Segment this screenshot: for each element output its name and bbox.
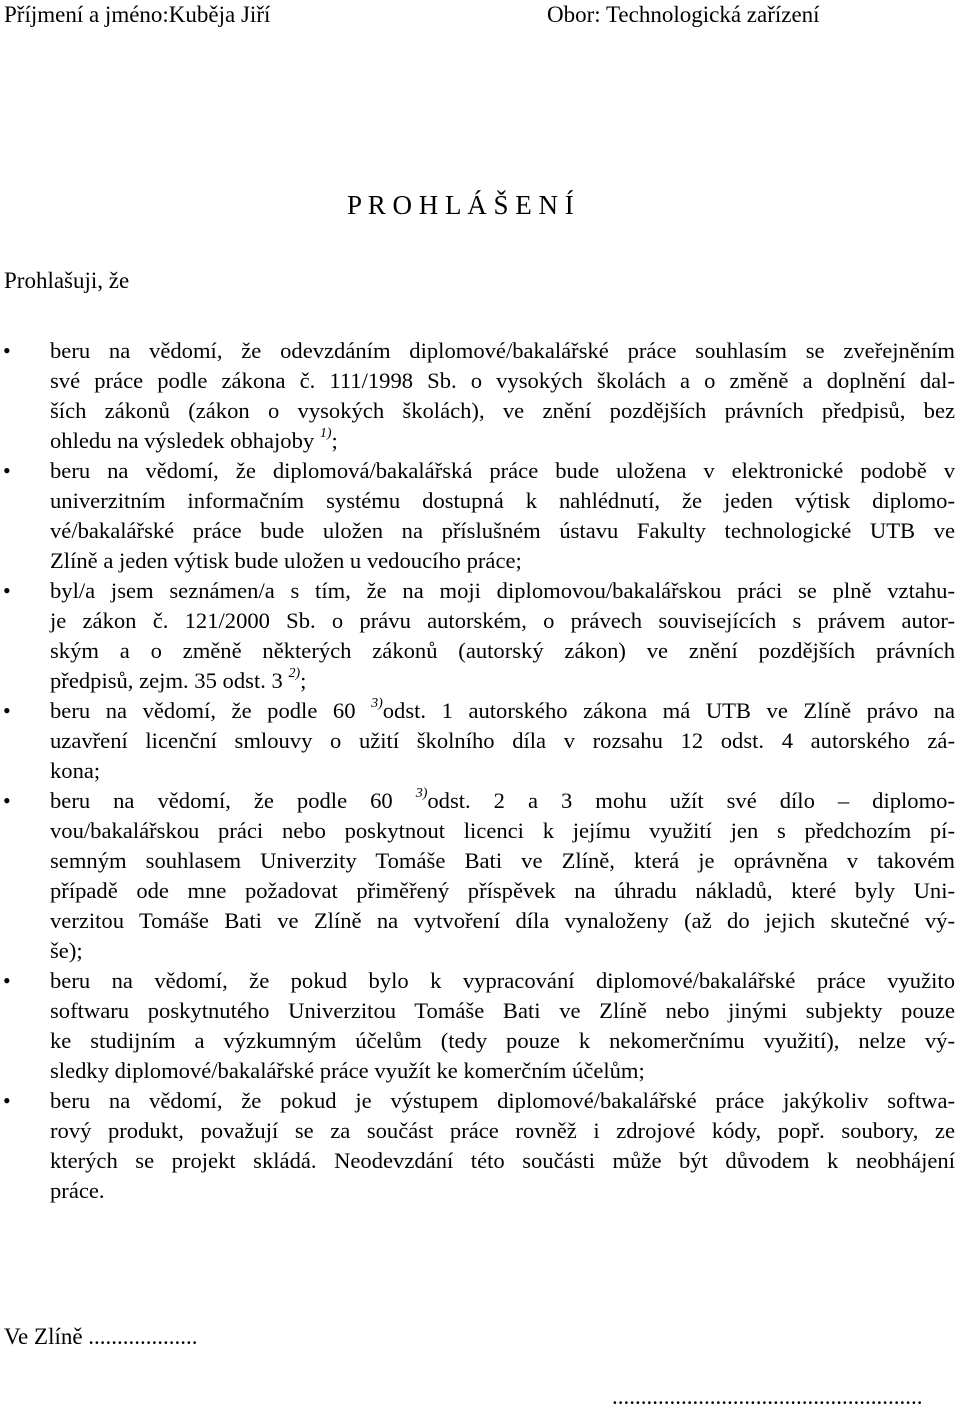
- text-line: byl/a jsem seznámen/a s tím, že na moji diplomovou/bakalářskou práci se plně vztahu-: [50, 578, 955, 603]
- text-segment: předpisů, zejm. 35 odst. 3: [50, 668, 283, 693]
- text-line: še);: [50, 938, 83, 963]
- footnote-ref: 3): [415, 786, 428, 802]
- author-name-header: Příjmení a jméno:Kuběja Jiří: [4, 2, 271, 27]
- text-line: ších zákonů (zákon o vysokých školách), ve znění pozdějších právních předpisů, bez: [50, 398, 955, 423]
- text-line: sledky diplomové/bakalářské práce využít ke komerčním účelům;: [50, 1058, 645, 1083]
- text-segment: ;: [300, 668, 307, 693]
- text-line: beru na vědomí, že pokud je výstupem diplomové/bakalářské práce jakýkoliv softwa-: [50, 1088, 955, 1113]
- bullet-icon: •: [3, 338, 11, 363]
- text-line: kterých se projekt skládá. Neodevzdání této součásti může být důvodem k neobhájení: [50, 1148, 955, 1173]
- list-item: [0, 786, 960, 966]
- list-item: [0, 456, 960, 576]
- declaration-list: [0, 336, 960, 1206]
- text-line: beru na vědomí, že diplomová/bakalářská práce bude uložena v elektronické podobě v: [50, 458, 955, 483]
- text-line: [50, 666, 955, 696]
- text-line: je zákon č. 121/2000 Sb. o právu autorském, o právech souvisejících s právem autor-: [50, 608, 955, 633]
- list-item: [0, 576, 960, 696]
- text-line: kona;: [50, 758, 101, 783]
- text-segment: ;: [331, 428, 338, 453]
- text-line: práce.: [50, 1178, 105, 1203]
- bullet-icon: •: [3, 1088, 11, 1113]
- text-line: rový produkt, považují se za součást práce rovněž i zdrojové kódy, popř. soubory, ze: [50, 1118, 955, 1143]
- text-line: vé/bakalářské práce bude uložen na příslušném ústavu Fakulty technologické UTB ve: [50, 518, 955, 543]
- footnote-ref: 2): [288, 666, 301, 682]
- list-item: [0, 696, 960, 786]
- place-and-date: Ve Zlíně ...................: [4, 1324, 198, 1349]
- list-item: [0, 1086, 960, 1206]
- text-segment: beru na vědomí, že podle 60: [50, 698, 356, 723]
- text-line: případě ode mne požadovat přiměřený příspěvek na úhradu nákladů, které byly Uni-: [50, 878, 955, 903]
- text-line: beru na vědomí, že odevzdáním diplomové/bakalářské práce souhlasím se zveřejněním: [50, 338, 955, 363]
- bullet-icon: •: [3, 458, 11, 483]
- text-line: [50, 696, 955, 726]
- bullet-icon: •: [3, 578, 11, 603]
- text-segment: beru na vědomí, že podle 60: [50, 788, 393, 813]
- text-line: uzavření licenční smlouvy o užití školního díla v rozsahu 12 odst. 4 autorského zá-: [50, 728, 955, 753]
- bullet-icon: •: [3, 698, 11, 723]
- list-item: [0, 336, 960, 456]
- text-line: své práce podle zákona č. 111/1998 Sb. o vysokých školách a o změně a doplnění dal-: [50, 368, 955, 393]
- text-line: verzitou Tomáše Bati ve Zlíně na vytvoření díla vynaloženy (až do jejich skutečné vý-: [50, 908, 955, 933]
- field-of-study-header: Obor: Technologická zařízení: [547, 2, 820, 27]
- text-line: Zlíně a jeden výtisk bude uložen u vedoucího práce;: [50, 548, 522, 573]
- intro-text: Prohlašuji, že: [4, 268, 130, 293]
- bullet-icon: •: [3, 968, 11, 993]
- text-segment: odst. 1 autorského zákona má UTB ve Zlíně právo na: [382, 698, 955, 723]
- text-line: beru na vědomí, že pokud bylo k vypracování diplomové/bakalářské práce využito: [50, 968, 955, 993]
- text-line: softwaru poskytnutého Univerzitou Tomáše Bati ve Zlíně nebo jinými subjekty pouze: [50, 998, 955, 1023]
- text-line: univerzitním informačním systému dostupná k nahlédnutí, že jeden výtisk diplomo-: [50, 488, 955, 513]
- text-line: ským a o změně některých zákonů (autorský zákon) ve znění pozdějších právních: [50, 638, 955, 663]
- text-line: vou/bakalářskou práci nebo poskytnout licenci k jejímu využití jen s předchozím pí-: [50, 818, 955, 843]
- bullet-icon: •: [3, 788, 11, 813]
- footnote-ref: 1): [319, 426, 332, 442]
- text-line: ke studijním a výzkumným účelům (tedy pouze k nekomerčnímu využití), nelze vý-: [50, 1028, 955, 1053]
- document-title: P R O H L Á Š E N Í: [347, 190, 574, 220]
- text-line: [50, 426, 955, 456]
- footnote-ref: 3): [371, 696, 383, 712]
- list-item: [0, 966, 960, 1086]
- text-segment: odst. 2 a 3 mohu užít své dílo – diplomo-: [427, 788, 955, 813]
- text-line: [50, 786, 955, 816]
- signature-line: ......................................................: [612, 1384, 923, 1409]
- text-line: semným souhlasem Univerzity Tomáše Bati ve Zlíně, která je oprávněna v takovém: [50, 848, 955, 873]
- text-segment: ohledu na výsledek obhajoby: [50, 428, 315, 453]
